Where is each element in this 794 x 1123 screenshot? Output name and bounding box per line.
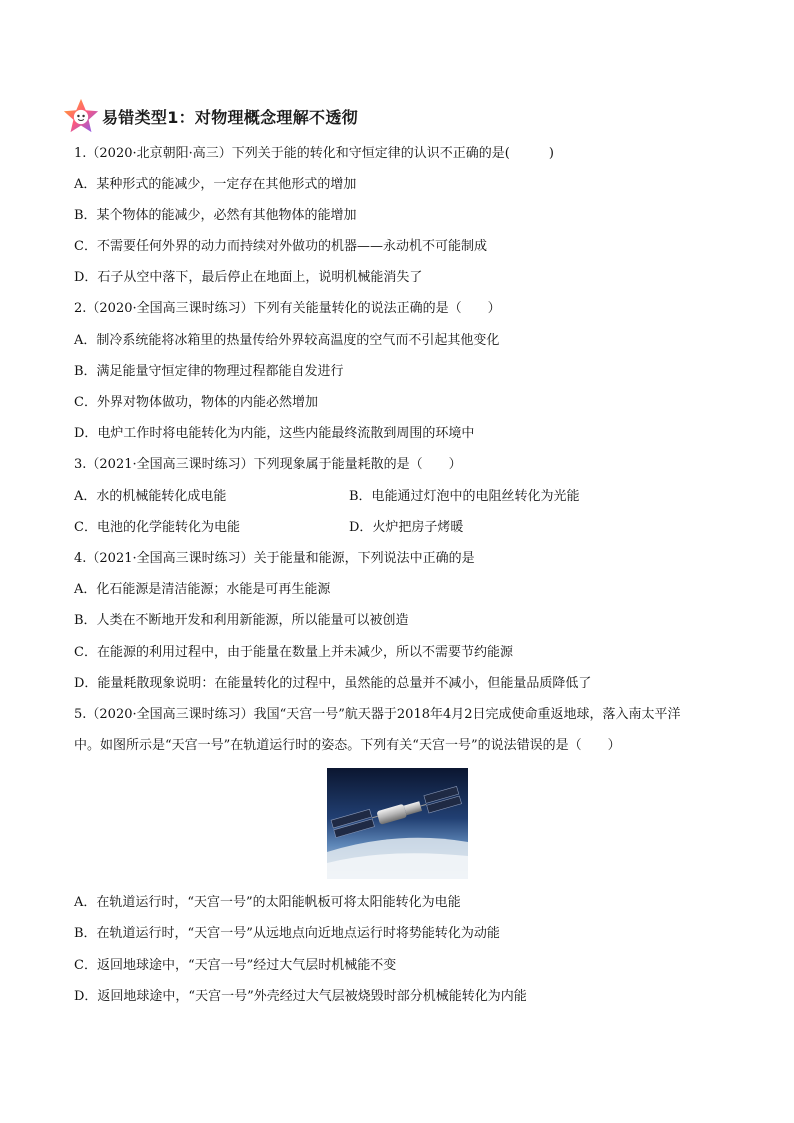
question-4-option-c: C．在能源的利用过程中，由于能量在数量上并未减少，所以不需要节约能源: [74, 645, 513, 660]
question-1-option-d: D．石子从空中落下，最后停止在地面上，说明机械能消失了: [74, 270, 423, 285]
question-1-option-b: B．某个物体的能减少，必然有其他物体的能增加: [74, 208, 357, 223]
question-2-option-d: D．电炉工作时将电能转化为内能，这些内能最终流散到周围的环境中: [74, 426, 475, 441]
question-4-option-a: A．化石能源是清洁能源；水能是可再生能源: [74, 582, 331, 597]
question-3-option-b: B．电能通过灯泡中的电阻丝转化为光能: [349, 489, 580, 504]
section-title: 易错类型1：对物理概念理解不透彻: [102, 107, 358, 127]
question-3-option-d: D．火炉把房子烤暖: [349, 520, 464, 535]
question-5-option-c: C．返回地球途中，“天宫一号”经过大气层时机械能不变: [74, 958, 397, 973]
question-5-option-d: D．返回地球途中，“天宫一号”外壳经过大气层被烧毁时部分机械能转化为内能: [74, 989, 527, 1004]
star-badge-icon: [62, 97, 100, 135]
question-2-option-c: C．外界对物体做功，物体的内能必然增加: [74, 395, 318, 410]
question-5-option-a: A．在轨道运行时，“天宫一号”的太阳能帆板可将太阳能转化为电能: [74, 895, 461, 910]
question-1-option-c: C．不需要任何外界的动力而持续对外做功的机器——永动机不可能制成: [74, 239, 487, 254]
question-5-stem-line-1: 5.（2020·全国高三课时练习）我国“天宫一号”航天器于2018年4月2日完成使命重返地球，落入南太平洋: [74, 707, 681, 722]
question-3-option-a: A．水的机械能转化成电能: [74, 489, 227, 504]
question-4-option-b: B．人类在不断地开发和利用新能源，所以能量可以被创造: [74, 613, 409, 628]
question-5-option-b: B．在轨道运行时，“天宫一号”从远地点向近地点运行时将势能转化为动能: [74, 926, 500, 941]
question-2-option-b: B．满足能量守恒定律的物理过程都能自发进行: [74, 364, 344, 379]
question-4-stem: 4.（2021·全国高三课时练习）关于能量和能源，下列说法中正确的是: [74, 551, 475, 566]
question-2-option-a: A．制冷系统能将冰箱里的热量传给外界较高温度的空气而不引起其他变化: [74, 333, 500, 348]
question-1-option-a: A．某种形式的能减少，一定存在其他形式的增加: [74, 177, 357, 192]
section-heading: [62, 96, 358, 136]
question-5-stem-line-2: 中。如图所示是“天宫一号”在轨道运行时的姿态。下列有关“天宫一号”的说法错误的是（ ）: [74, 738, 621, 753]
question-1-stem: 1.（2020·北京朝阳·高三）下列关于能的转化和守恒定律的认识不正确的是( ): [74, 146, 554, 161]
tiangong-spacecraft-photo: [327, 768, 468, 879]
question-3-option-c: C．电池的化学能转化为电能: [74, 520, 240, 535]
question-2-stem: 2.（2020·全国高三课时练习）下列有关能量转化的说法正确的是（ ）: [74, 301, 501, 316]
question-3-stem: 3.（2021·全国高三课时练习）下列现象属于能量耗散的是（ ）: [74, 457, 462, 472]
question-4-option-d: D．能量耗散现象说明：在能量转化的过程中，虽然能的总量并不减小，但能量品质降低了: [74, 676, 592, 691]
